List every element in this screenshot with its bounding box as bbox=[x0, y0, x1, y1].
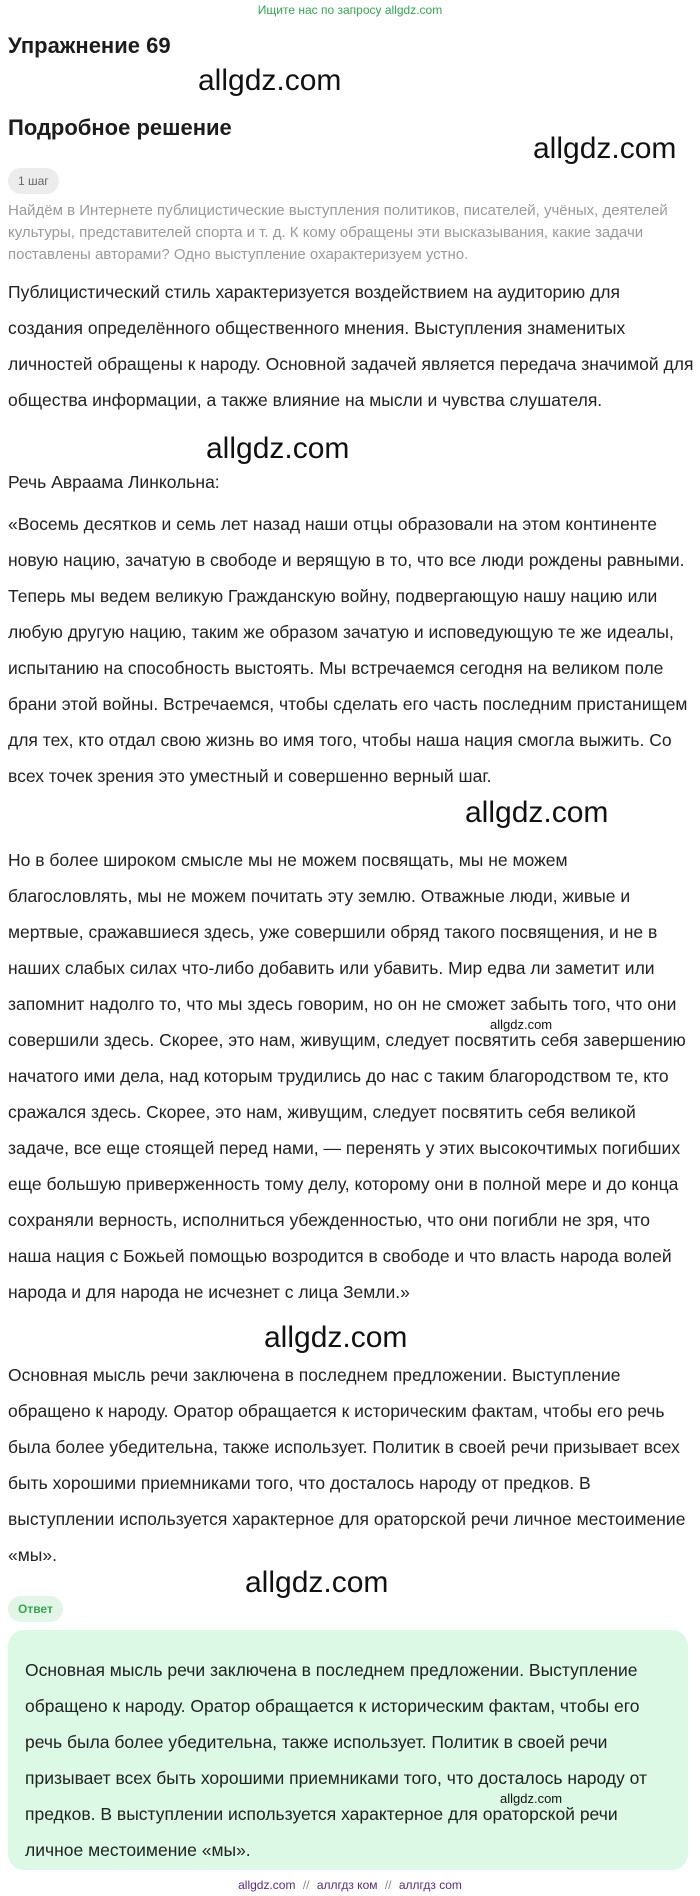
step-badge: 1 шаг bbox=[8, 168, 59, 194]
watermark: allgdz.com bbox=[264, 1321, 408, 1354]
footer-separator: // bbox=[384, 1878, 392, 1892]
footer-link-allgdz[interactable]: allgdz.com bbox=[238, 1878, 296, 1892]
watermark: allgdz.com bbox=[500, 1791, 563, 1806]
speech-paragraph-1: «Восемь десятков и семь лет назад наши отцы образовали на этом континенте новую нацию, зачатую в свободе и верящую в то, что все люди рождены равными. Теперь мы ведем великую Гражданскую войну, подвергающую нашу нацию или любую другую нацию, таким же образом зачатую и исповедующую те же идеалы, испытанию на способность выстоять. Мы встречаемся сегодня на великом поле брани этой войны. Встречаемся, чтобы сделать его часть последним пристанищем для тех, кто отдал свою жизнь во имя того, чтобы наша нация смогла выжить. Со всех точек зрения это уместный и совершенно верный шаг. bbox=[8, 514, 688, 786]
page-title: Упражнение 69 bbox=[8, 33, 171, 58]
watermark: allgdz.com bbox=[206, 432, 350, 465]
footer-link-allgdz-com-ru[interactable]: аллгдз com bbox=[398, 1878, 462, 1892]
task-text: Найдём в Интернете публицистические выступления политиков, писателей, учёных, деятелей культуры, представителей спорта и т. д. К кому обращены эти высказывания, какие задачи поставлены авторами? Одно выступление охарактеризуем устно. bbox=[8, 202, 668, 263]
speech-paragraph-2: Но в более широком смысле мы не можем посвящать, мы не можем благословлять, мы не можем почитать эту землю. Отважные люди, живые и мертвые, сражавшиеся здесь, уже совершили обряд такого посвящения, и не в наших слабых силах что-либо добавить или убавить. Мир едва ли заметит или запомнит надолго то, что мы здесь говорим, но он не сможет забыть того, что они совершили здесь. Скорее, это нам, живущим, следует посвятить себя завершению начатого ими дела, над которым трудились до нас с таким благородством те, кто сражался здесь. Скорее, это нам, живущим, следует посвятить себя великой задаче, все еще стоящей перед нами, — перенять у этих высокочтимых погибших еще большую приверженность тому делу, которому они в полной мере и до конца сохраняли верность, исполниться убежденностью, что они погибли не зря, что наша нация с Божьей помощью возродится в свободе и что власть народа волей народа и для народа не исчезнет с лица Земли.» bbox=[8, 850, 686, 1302]
footer-links bbox=[0, 1878, 700, 1892]
intro-paragraph: Публицистический стиль характеризуется воздействием на аудиторию для создания определённого общественного мнения. Выступления знаменитых личностей обращены к народу. Основной задачей является передача значимой для общества информации, а также влияние на мысли и чувства слушателя. bbox=[8, 282, 694, 410]
search-hint-banner: Ищите нас по запросу allgdz.com bbox=[257, 3, 443, 17]
watermark: allgdz.com bbox=[198, 64, 342, 97]
analysis-paragraph: Основная мысль речи заключена в последнем предложении. Выступление обращено к народу. Оратор обращается к историческим фактам, чтобы его речь была более убедительна, также использует. Политик в своей речи призывает всех быть хорошими приемниками того, что досталось народу от предков. В выступлении используется характерное для ораторской речи личное местоимение «мы». bbox=[8, 1365, 686, 1565]
watermark: allgdz.com bbox=[245, 1566, 389, 1599]
watermark: allgdz.com bbox=[533, 132, 677, 165]
watermark: allgdz.com bbox=[465, 796, 609, 829]
footer-separator: // bbox=[302, 1878, 310, 1892]
section-title: Подробное решение bbox=[8, 115, 232, 140]
watermark: allgdz.com bbox=[490, 1017, 553, 1032]
answer-text: Основная мысль речи заключена в последнем предложении. Выступление обращено к народу. Оратор обращается к историческим фактам, чтобы его речь была более убедительна, также использует. Политик в своей речи призывает всех быть хорошими приемниками того, что досталось народу от предков. В выступлении используется характерное для ораторской речи личное местоимение «мы». bbox=[25, 1660, 648, 1860]
footer-link-allgdz-kom[interactable]: аллгдз ком bbox=[316, 1878, 378, 1892]
answer-badge: Ответ bbox=[8, 1596, 63, 1622]
speech-heading: Речь Авраама Линкольна: bbox=[8, 472, 220, 492]
